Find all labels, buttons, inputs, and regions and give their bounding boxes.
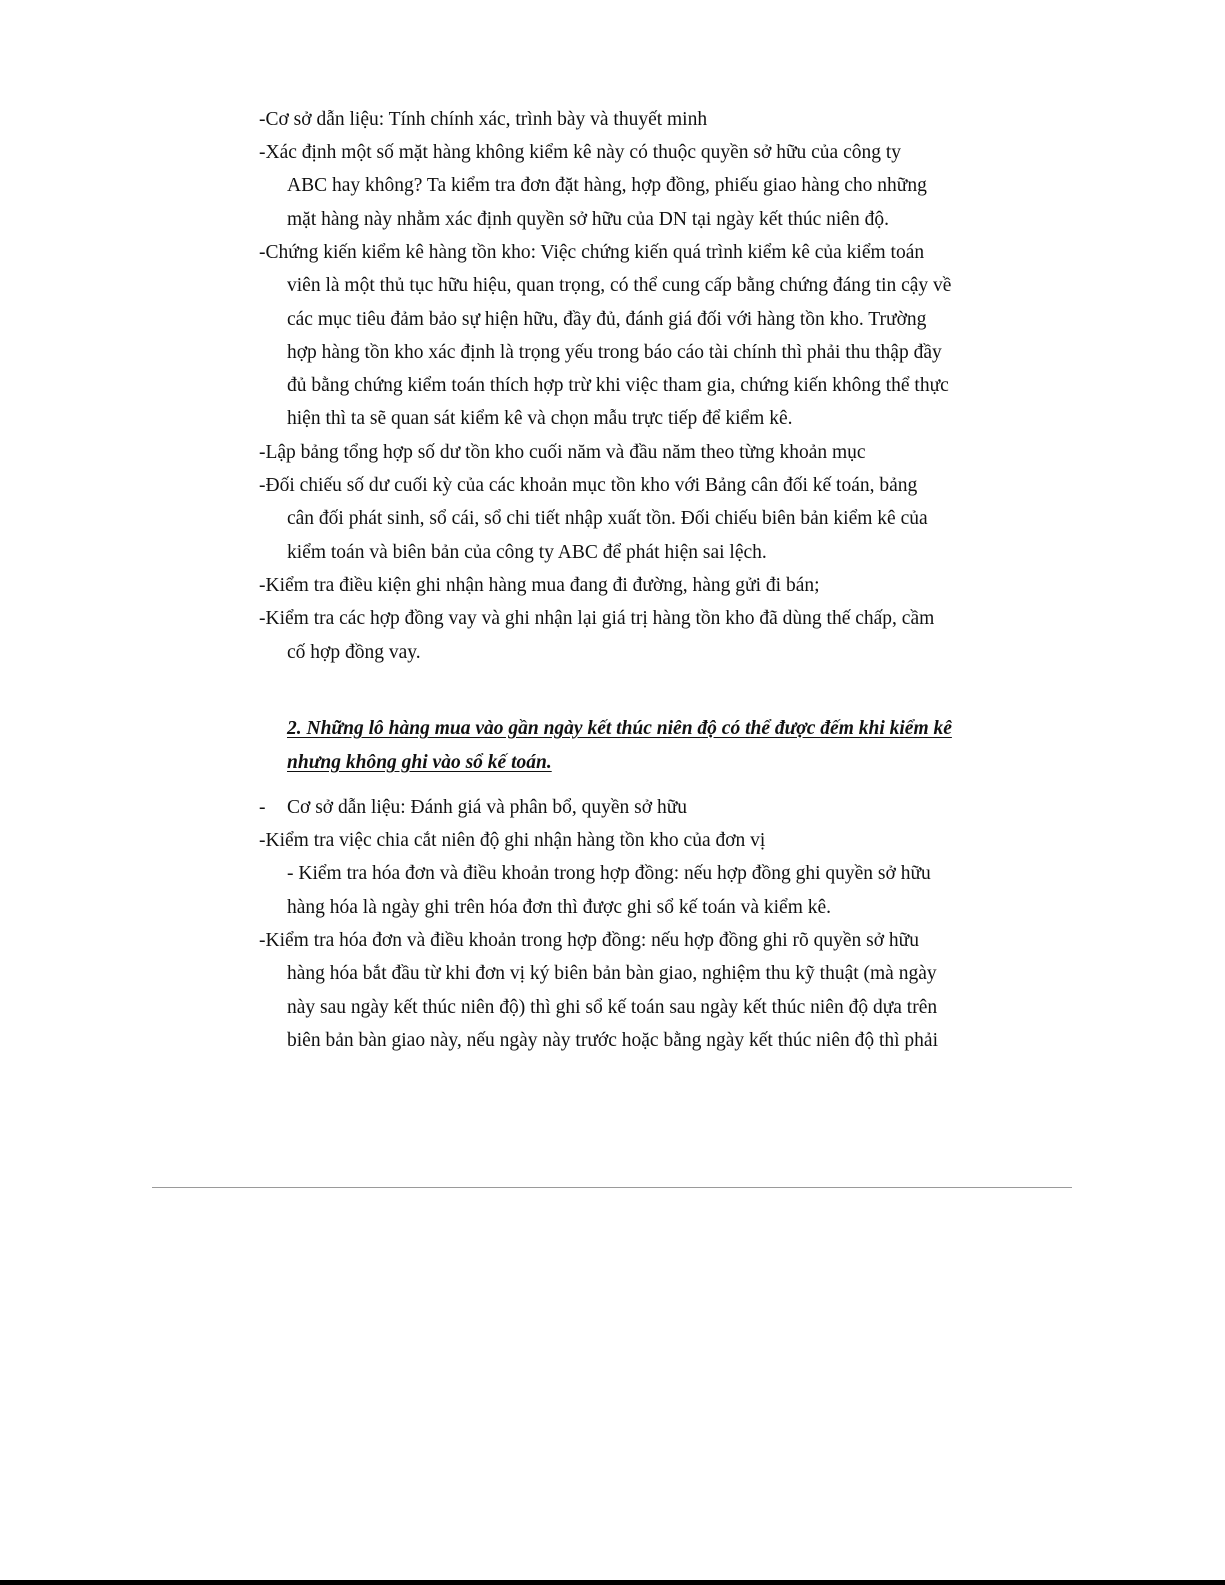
text-line: hàng hóa là ngày ghi trên hóa đơn thì được ghi sổ kế toán và kiểm kê. xyxy=(287,897,832,918)
text-line: - Kiểm tra hóa đơn và điều khoản trong hợp đồng: nếu hợp đồng ghi quyền sở hữu xyxy=(287,863,931,884)
text-line: cân đối phát sinh, sổ cái, sổ chi tiết nhập xuất tồn. Đối chiếu biên bản kiểm kê của xyxy=(287,508,928,529)
text-line: -Kiểm tra các hợp đồng vay và ghi nhận lại giá trị hàng tồn kho đã dùng thế chấp, cầm xyxy=(259,608,935,629)
text-line: -Chứng kiến kiểm kê hàng tồn kho: Việc chứng kiến quá trình kiểm kê của kiểm toán xyxy=(259,242,925,263)
text-line: biên bản bàn giao này, nếu ngày này trước hoặc bằng ngày kết thúc niên độ thì phải xyxy=(287,1030,939,1051)
section-heading: 2. Những lô hàng mua vào gần ngày kết thúc niên độ có thể được đếm khi kiểm kê xyxy=(287,718,952,739)
text-line: -Đối chiếu số dư cuối kỳ của các khoản mục tồn kho với Bảng cân đối kế toán, bảng xyxy=(259,475,918,496)
text-line: -Xác định một số mặt hàng không kiểm kê này có thuộc quyền sở hữu của công ty xyxy=(259,142,902,163)
text-line: đủ bằng chứng kiểm toán thích hợp trừ khi việc tham gia, chứng kiến không thể thực xyxy=(287,375,949,396)
text-line: ABC hay không? Ta kiểm tra đơn đặt hàng, hợp đồng, phiếu giao hàng cho những xyxy=(287,175,927,196)
text-line: hợp hàng tồn kho xác định là trọng yếu trong báo cáo tài chính thì phải thu thập đầy xyxy=(287,342,942,363)
text-line: -Cơ sở dẫn liệu: Tính chính xác, trình bày và thuyết minh xyxy=(259,109,708,130)
text-line: các mục tiêu đảm bảo sự hiện hữu, đầy đủ, đánh giá đối với hàng tồn kho. Trường xyxy=(287,309,927,330)
text-line: Cơ sở dẫn liệu: Đánh giá và phân bổ, quyền sở hữu xyxy=(287,797,688,818)
text-line: viên là một thủ tục hữu hiệu, quan trọng, có thể cung cấp bằng chứng đáng tin cậy về xyxy=(287,275,952,296)
bullet-dash: - xyxy=(259,797,266,818)
text-line: mặt hàng này nhằm xác định quyền sở hữu của DN tại ngày kết thúc niên độ. xyxy=(287,209,889,230)
text-line: hiện thì ta sẽ quan sát kiểm kê và chọn mẫu trực tiếp để kiểm kê. xyxy=(287,408,793,429)
text-line: kiểm toán và biên bản của công ty ABC để phát hiện sai lệch. xyxy=(287,542,767,563)
bottom-edge-bar xyxy=(0,1580,1225,1585)
text-line: -Lập bảng tổng hợp số dư tồn kho cuối năm và đầu năm theo từng khoản mục xyxy=(259,442,866,463)
text-line: -Kiểm tra việc chia cắt niên độ ghi nhận hàng tồn kho của đơn vị xyxy=(259,830,766,851)
text-line: -Kiểm tra hóa đơn và điều khoản trong hợp đồng: nếu hợp đồng ghi rõ quyền sở hữu xyxy=(259,930,920,951)
text-line: -Kiểm tra điều kiện ghi nhận hàng mua đang đi đường, hàng gửi đi bán; xyxy=(259,575,820,596)
text-line: hàng hóa bắt đầu từ khi đơn vị ký biên bản bàn giao, nghiệm thu kỹ thuật (mà ngày xyxy=(287,963,937,984)
section-heading: nhưng không ghi vào sổ kế toán. xyxy=(287,752,552,773)
text-line: này sau ngày kết thúc niên độ) thì ghi sổ kế toán sau ngày kết thúc niên độ dựa trên xyxy=(287,997,938,1018)
page-divider xyxy=(152,1187,1072,1188)
text-line: cố hợp đồng vay. xyxy=(287,642,421,663)
